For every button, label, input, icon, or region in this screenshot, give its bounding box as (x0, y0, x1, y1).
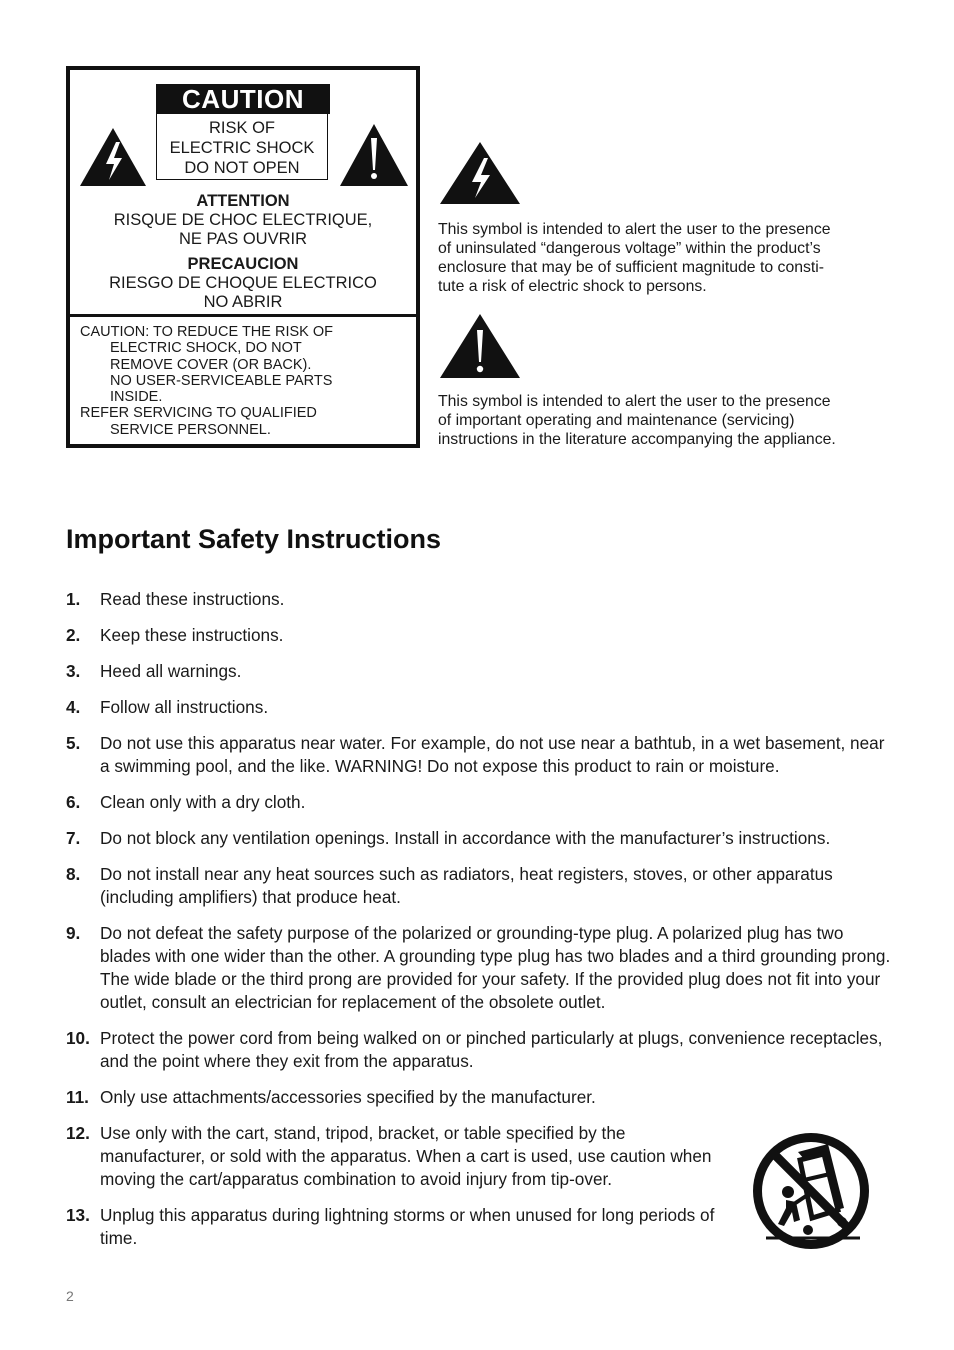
item-text: Do not use this apparatus near water. For example, do not use near a bathtub, in a wet basement, near a swimming pool, and the like. WARNING! Do not expose this product to rain or moisture. (100, 733, 885, 776)
list-item (66, 863, 892, 909)
item-number: 8. (66, 864, 81, 884)
caution-top-section (70, 70, 416, 317)
item-text: Heed all warnings. (100, 661, 242, 681)
lightning-symbol-description (438, 220, 898, 296)
item-number: 12. (66, 1123, 90, 1143)
item-text: Protect the power cord from being walked on or pinched particularly at plugs, convenience receptacles, and the point where they exit from the apparatus. (100, 1028, 883, 1071)
caution-inner-line: DO NOT OPEN (184, 159, 300, 177)
item-number: 5. (66, 733, 81, 753)
spanish-warning (70, 255, 416, 312)
warning-line: ELECTRIC SHOCK, DO NOT (110, 340, 302, 357)
warning-line: CAUTION: TO REDUCE THE RISK OF (80, 324, 333, 340)
item-text: Unplug this apparatus during lightning storms or when unused for long periods of time. (100, 1205, 715, 1248)
description-line: This symbol is intended to alert the user to the presence (438, 221, 831, 238)
description-line: This symbol is intended to alert the user to the presence (438, 393, 831, 410)
list-item (66, 588, 892, 611)
lightning-triangle-icon (78, 126, 148, 188)
warning-line: INSIDE. (110, 389, 163, 406)
cart-tip-over-warning-icon (750, 1130, 872, 1252)
description-line: enclosure that may be of sufficient magnitude to consti- (438, 259, 825, 276)
list-item (66, 791, 892, 814)
list-item (66, 922, 892, 1014)
item-number: 6. (66, 792, 81, 812)
french-warning (70, 192, 416, 249)
item-number: 1. (66, 589, 81, 609)
item-text: Use only with the cart, stand, tripod, bracket, or table specified by the manufacturer, or sold with the apparatus. When a cart is used, use caution when moving the cart/apparatus combination to avoid injury from tip-over. (100, 1123, 712, 1189)
caution-inner-line: ELECTRIC SHOCK (169, 139, 315, 157)
item-number: 7. (66, 828, 81, 848)
exclamation-symbol-description (438, 392, 898, 449)
item-text: Clean only with a dry cloth. (100, 792, 306, 812)
spanish-heading: PRECAUCION (187, 255, 299, 273)
warning-line: REFER SERVICING TO QUALIFIED (80, 405, 317, 422)
list-item (66, 1027, 892, 1073)
french-line: NE PAS OUVRIR (178, 230, 308, 248)
description-line: tute a risk of electric shock to persons. (438, 278, 707, 295)
caution-warning-text (80, 324, 410, 438)
item-number: 10. (66, 1028, 90, 1048)
list-item (66, 827, 892, 850)
warning-line: NO USER-SERVICEABLE PARTS (110, 372, 333, 389)
caution-label (66, 66, 420, 448)
item-number: 9. (66, 923, 81, 943)
list-item (66, 660, 892, 683)
item-number: 11. (66, 1087, 89, 1107)
description-line: of important operating and maintenance (servicing) (438, 412, 795, 429)
page-number: 2 (66, 1288, 74, 1304)
warning-line: SERVICE PERSONNEL. (110, 421, 271, 438)
list-item (66, 732, 892, 778)
item-number: 3. (66, 661, 81, 681)
item-text: Only use attachments/accessories specified by the manufacturer. (100, 1087, 596, 1107)
lightning-triangle-icon (438, 140, 522, 206)
item-text: Keep these instructions. (100, 625, 284, 645)
item-number: 2. (66, 625, 81, 645)
item-text: Do not block any ventilation openings. Install in accordance with the manufacturer’s instructions. (100, 828, 831, 848)
spanish-line: NO ABRIR (203, 293, 283, 311)
page-title: Important Safety Instructions (66, 524, 442, 554)
warning-line: REMOVE COVER (OR BACK). (110, 356, 312, 373)
description-line: of uninsulated “dangerous voltage” within the product’s (438, 240, 821, 257)
item-text: Do not install near any heat sources such as radiators, heat registers, stoves, or other apparatus (including amplifiers) that produce heat. (100, 864, 833, 907)
list-item (66, 624, 892, 647)
list-item (66, 1086, 892, 1109)
item-number: 13. (66, 1205, 90, 1225)
spanish-line: RIESGO DE CHOQUE ELECTRICO (109, 274, 377, 292)
exclamation-triangle-icon (438, 312, 522, 380)
caution-inner-box (156, 114, 328, 180)
caution-title: CAUTION (156, 84, 330, 114)
item-text: Read these instructions. (100, 589, 285, 609)
caution-inner-line: RISK OF (208, 119, 275, 137)
exclamation-triangle-icon (338, 122, 410, 188)
item-text: Do not defeat the safety purpose of the polarized or grounding-type plug. A polarized plug has two blades with one wider than the other. A grounding type plug has two blades and a third grounding prong. The wide blade or the third prong are provided for your safety. If the provided plug does not fit into your outlet, consult an electrician for replacement of the obsolete outlet. (100, 923, 891, 1012)
item-text: Follow all instructions. (100, 697, 269, 717)
description-line: instructions in the literature accompanying the appliance. (438, 431, 836, 448)
item-number: 4. (66, 697, 81, 717)
french-heading: ATTENTION (196, 192, 290, 210)
french-line: RISQUE DE CHOC ELECTRIQUE, (113, 211, 373, 229)
list-item (66, 696, 892, 719)
